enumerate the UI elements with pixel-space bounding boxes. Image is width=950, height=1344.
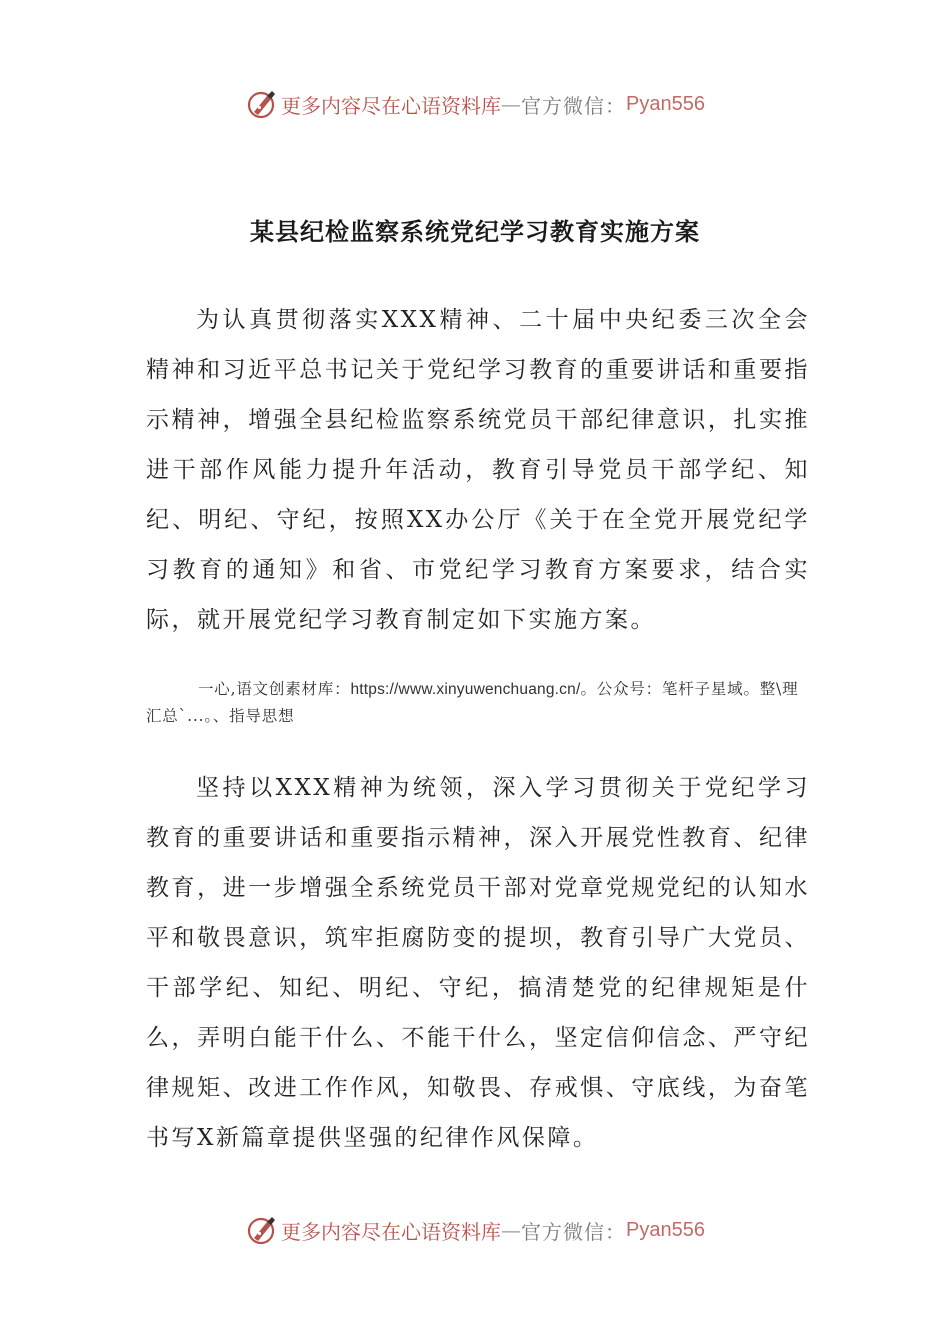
header-dash: — — [501, 92, 522, 116]
watermark-note — [146, 676, 810, 729]
guiding-paragraph: 坚持以XXX精神为统领，深入学习贯彻关于党纪学习教育的重要讲话和重要指示精神，深入开展党性教育、纪律教育，进一步增强全系统党员干部对党章党规党纪的认知水平和敬畏意识，筑牢拒腐防变的提坝，教育引导广大党员、干部学纪、知纪、明纪、守纪，搞清楚党的纪律规矩是什么，弄明白能干什么、不能干什么，坚定信仰信念、严守纪律规矩、改进工作作风，知敬畏、存戒惧、守底线，为奋笔书写X新篇章提供坚强的纪律作风保障。 — [146, 775, 810, 1151]
note-suffix: 。公众号：笔杆子星域。整\理汇总`...。、指导思想 — [146, 680, 799, 725]
footer-dash: — — [501, 1218, 522, 1242]
footer-banner — [0, 1208, 950, 1252]
footer-brand-text: 更多内容尽在心语资料库 — [281, 1219, 502, 1244]
header-official-label: 官方微信： — [521, 93, 627, 118]
note-prefix: 一心,语文创素材库： — [198, 680, 351, 698]
header-banner — [0, 82, 950, 126]
document-title: 某县纪检监察系统党纪学习教育实施方案 — [250, 217, 700, 246]
pen-nib-circle-icon — [245, 1213, 279, 1247]
header-brand-text: 更多内容尽在心语资料库 — [281, 93, 502, 118]
note-url: https://www.xinyuwenchuang.cn/ — [350, 681, 581, 698]
pen-nib-circle-icon — [245, 87, 279, 121]
footer-official-label: 官方微信： — [521, 1219, 627, 1244]
header-wechat-id: Pyan556 — [626, 92, 705, 115]
intro-paragraph: 为认真贯彻落实XXX精神、二十届中央纪委三次全会精神和习近平总书记关于党纪学习教育的重要讲话和重要指示精神，增强全县纪检监察系统党员干部纪律意识，扎实推进干部作风能力提升年活动，教育引导党员干部学纪、知纪、明纪、守纪，按照XX办公厅《关于在全党开展党纪学习教育的通知》和省、市党纪学习教育方案要求，结合实际，就开展党纪学习教育制定如下实施方案。 — [146, 307, 810, 633]
footer-wechat-id: Pyan556 — [626, 1218, 705, 1241]
